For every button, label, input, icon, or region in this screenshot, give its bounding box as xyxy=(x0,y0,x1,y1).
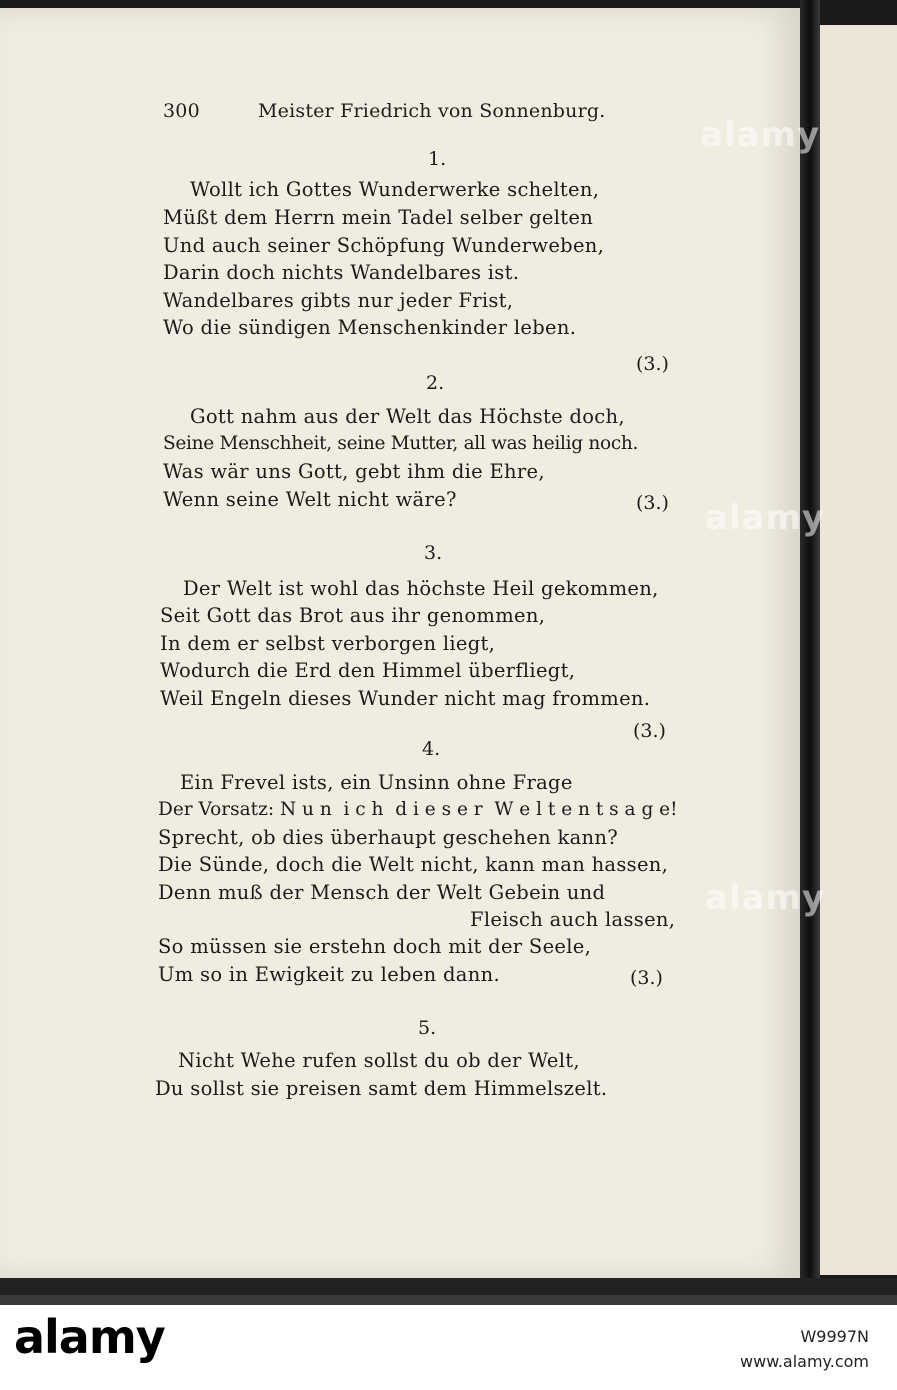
verse-line: Der Welt ist wohl das höchste Heil gekommen, xyxy=(183,577,659,600)
verse-line: In dem er selbst verborgen liegt, xyxy=(160,632,496,655)
stanza-number: 3. xyxy=(424,542,443,564)
book-gutter xyxy=(800,0,820,1295)
verse-line: Wo die sündigen Menschenkinder leben. xyxy=(163,316,577,339)
footer-strip xyxy=(0,1295,897,1305)
refrain-marker: (3.) xyxy=(636,492,669,514)
stanza-number: 2. xyxy=(426,372,445,394)
refrain-marker: (3.) xyxy=(630,967,663,989)
refrain-marker: (3.) xyxy=(633,720,666,742)
verse-line: Und auch seiner Schöpfung Wunderweben, xyxy=(163,234,605,257)
stanza-number: 5. xyxy=(418,1017,437,1039)
verse-line: Seit Gott das Brot aus ihr genommen, xyxy=(160,604,546,627)
verse-line: Du sollst sie preisen samt dem Himmelszelt. xyxy=(155,1077,608,1100)
verse-line: Wandelbares gibts nur jeder Frist, xyxy=(163,289,514,312)
verse-line: Müßt dem Herrn mein Tadel selber gelten xyxy=(163,206,594,229)
page-header xyxy=(163,100,606,122)
image-id: W9997N xyxy=(800,1327,869,1346)
verse-line: Um so in Ewigkeit zu leben dann. xyxy=(158,963,500,986)
verse-line: Darin doch nichts Wandelbares ist. xyxy=(163,261,520,284)
stanza-number: 4. xyxy=(422,738,441,760)
verse-line: Was wär uns Gott, gebt ihm die Ehre, xyxy=(163,460,545,483)
verse-line: Wollt ich Gottes Wunderwerke schelten, xyxy=(190,178,600,201)
verse-line: Die Sünde, doch die Welt nicht, kann man hassen, xyxy=(158,853,669,876)
page-number: 300 xyxy=(163,100,200,122)
watermark: alamy xyxy=(700,115,821,155)
verse-line: So müssen sie erstehn doch mit der Seele, xyxy=(158,935,592,958)
verse-line: Nicht Wehe rufen sollst du ob der Welt, xyxy=(178,1049,580,1072)
verse-line: Wenn seine Welt nicht wäre? xyxy=(163,488,457,511)
verse-line-continuation: Fleisch auch lassen, xyxy=(470,908,676,931)
footer-logo: alamy xyxy=(14,1310,165,1364)
verse-line: Gott nahm aus der Welt das Höchste doch, xyxy=(190,405,625,428)
verse-line: Weil Engeln dieses Wunder nicht mag frommen. xyxy=(160,687,651,710)
verse-line: Denn muß der Mensch der Welt Gebein und xyxy=(158,881,606,904)
verse-line: Seine Menschheit, seine Mutter, all was heilig noch. xyxy=(163,433,639,454)
verse-line: Ein Frevel ists, ein Unsinn ohne Frage xyxy=(180,771,573,794)
verse-line: Sprecht, ob dies überhaupt geschehen kann? xyxy=(158,826,618,849)
verse-line: Der Vorsatz: N u n i c h d i e s e r W e l t e n t s a g e! xyxy=(158,799,678,820)
footer-url: www.alamy.com xyxy=(740,1352,869,1371)
scan-bottom-edge xyxy=(0,1278,897,1295)
stanza-number: 1. xyxy=(428,148,447,170)
running-title: Meister Friedrich von Sonnenburg. xyxy=(258,100,606,122)
watermark: alamy xyxy=(705,498,826,538)
facing-page-edge xyxy=(820,25,897,1275)
verse-line: Wodurch die Erd den Himmel überfliegt, xyxy=(160,659,576,682)
refrain-marker: (3.) xyxy=(636,353,669,375)
watermark: alamy xyxy=(705,878,826,918)
